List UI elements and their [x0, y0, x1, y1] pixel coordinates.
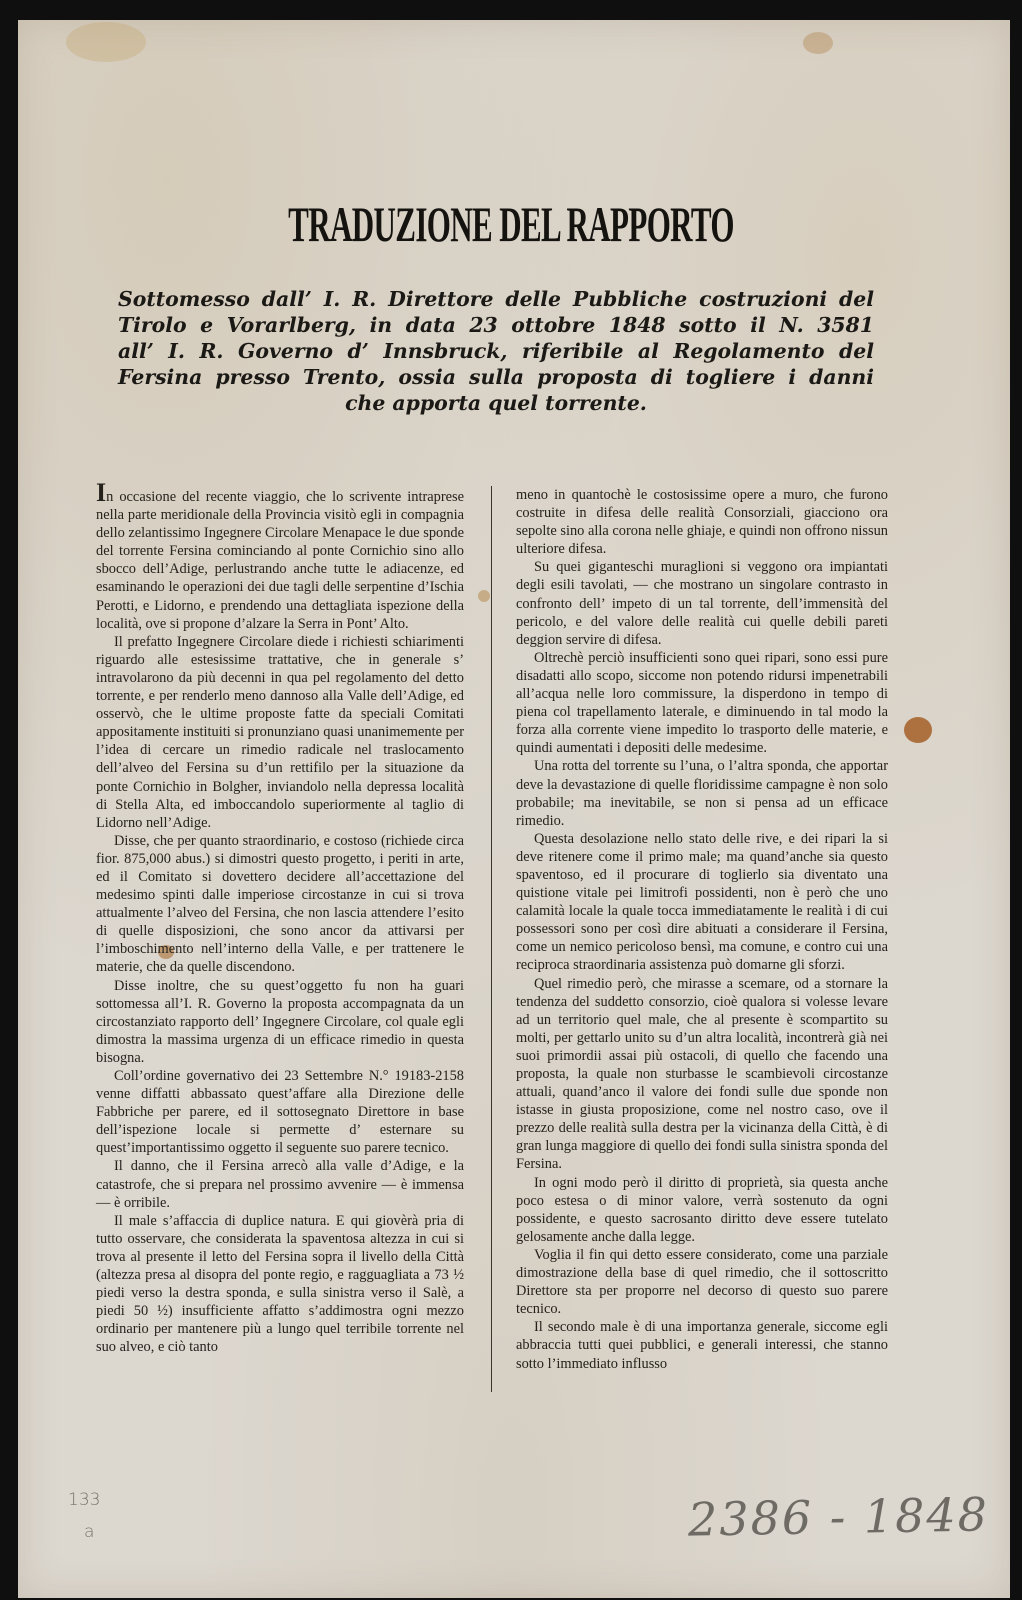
paragraph: [96, 633, 464, 832]
paragraph: [516, 975, 888, 1174]
document-title: TRADUZIONE DEL RAPPORTO: [288, 196, 734, 252]
paragraph: [516, 558, 888, 648]
paragraph: [96, 1067, 464, 1157]
paragraph: [96, 478, 465, 633]
paragraph: [516, 486, 888, 558]
paragraph-text: Oltrechè perciò insufficienti sono quei ripari, sono essi pure disadatti allo scopo, siccome non potendo ridursi impenetrabili all’acqua nelle loro commissure, la disperdono in tempo di piena col trapellamento laterale, e diminuendo in tal modo la forza alla corrente viene impedito lo trasporto delle materie, e quindi aumentati i depositi delle medesime.: [516, 649, 888, 757]
column-divider: [491, 486, 492, 1392]
paragraph: [96, 977, 464, 1067]
pencil-letter: a: [84, 1522, 95, 1542]
paragraph-text: meno in quantochè le costosissime opere a muro, che furono costruite in difesa delle realità Consorziali, giacciono ora sepolte sino alla corona nelle ghiaje, e quindi non offrono nissun ulteriore difesa.: [516, 487, 888, 558]
paragraph-text: n occasione del recente viaggio, che lo scrivente intraprese nella parte meridionale della Provincia visitò egli in compagnia dello zelantissimo Ingegnere Circolare Menapace le due sponde del torrente Fersina cominciando al ponte Cornichio sino allo sbocco dell’Adige, perlustrando anche tutte le adiacenze, ed esaminando le operazioni dei due tagli delle serpentine d’Ischia Perotti, e Lidorno, e prendendo una dettagliata ispezione della località, ove si propone d’alzare la Serra in Pont’ Alto.: [96, 489, 465, 632]
subtitle-line: Tirolo e Vorarlberg, in data 23 ottobre 1848 sotto il N. 3581: [118, 313, 874, 337]
paragraph-text: Su quei giganteschi muraglioni si veggono ora impiantati degli esili tavolati, — che mostrano un singolare contrasto in confronto dell’ impeto di un tal torrente, dell’immensità del pericolo, e del valore delle realità cui quelle debili pareti deggion servire di difesa.: [516, 559, 888, 648]
subtitle-line: all’ I. R. Governo d’ Innsbruck, riferibile al Regolamento del: [118, 339, 874, 363]
paragraph: [516, 1174, 888, 1246]
paragraph: [516, 1318, 888, 1372]
paragraph-text: Il danno, che il Fersina arrecò alla valle d’Adige, e la catastrofe, che si prepara nel prossimo avvenire — è immensa — è orribile.: [96, 1158, 464, 1211]
paragraph-text: Disse inoltre, che su quest’oggetto fu non ha guari sottomessa all’I. R. Governo la proposta accompagnata da un circostanziato rapporto dell’ Ingegnere Circolare, col quale egli dimostra la massima urgenza di un efficace rimedio in questa bisogna.: [96, 977, 464, 1066]
dropcap-letter: I: [96, 478, 107, 507]
paragraph-text: Voglia il fin qui detto essere considerato, come una parziale dimostrazione della base di quel rimedio, che il sottoscritto Direttore sta per proporre nel decorso di questo suo parere tecnico.: [516, 1246, 888, 1318]
paragraph: [516, 830, 888, 975]
subtitle-line: Fersina presso Trento, ossia sulla proposta di togliere i danni: [118, 365, 874, 389]
paragraph: [96, 832, 464, 977]
paragraph-text: Disse, che per quanto straordinario, e costoso (richiede circa fior. 875,000 abus.) si dimostri questo progetto, i periti in arte, ed il Comitato si dovettero decidere all’accettazione del medesimo spinti dalle imperiose circostanze in cui si trova attualmente l’alveo del Fersina, che non lascia attendere l’esito di quelle disposizioni, che sono ancor da attivarsi per l’imboschimento nell’interno della Valle, e per trattenere le materie, che da quelle discendono.: [96, 832, 464, 976]
paragraph: [96, 1157, 464, 1211]
subtitle-line: che apporta quel torrente.: [345, 391, 647, 415]
paragraph-text: Il secondo male è di una importanza generale, siccome egli abbraccia tutti quei pubblici, e generali interessi, che stanno sotto l’immediato influsso: [516, 1319, 888, 1372]
paragraph-text: Il prefatto Ingegnere Circolare diede i richiesti schiarimenti riguardo alle estesissime trattative, che in generale s’ intravolarono da più decenni in qua pel regolamento del detto torrente, e per renderlo meno dannoso alla Valle dell’Adige, ed osservò, che le ultime proposte fatte da speciali Comitati appositamente instituiti si pronunziano quasi unanimemente per l’idea di cercare un rimedio radicale nel traslocamento dell’alveo del Fersina su d’un rettifilo per la situazione da ponte Cornichio in Bolgher, inviandolo nella depressa località di Stella Alta, ed imboccandolo superiormente al taglio di Lidorno nell’Adige.: [96, 633, 464, 831]
right-column: [516, 486, 888, 1373]
subtitle-line: Sottomesso dall’ I. R. Direttore delle Pubbliche costruzioni del: [118, 287, 874, 311]
paragraph-text: Il male s’affaccia di duplice natura. E qui giovèrà pria di tutto osservare, che considerata la spaventosa altezza in cui si trova al presente il letto del Fersina sopra il livello della Città (altezza presa al disopra del ponte regio, e ragguagliata a 73 ½ piedi verso la destra sponda, e sulla sinistra verso il Salè, a piedi 50 ½) insufficiente affatto s’addimostra ogni mezzo ordinario per mantenere più a lungo quel terribile torrente nel suo alveo, e ciò tanto: [96, 1212, 464, 1356]
paragraph-text: Coll’ordine governativo dei 23 Settembre N.° 19183-2158 venne diffatti abbassato quest’affare alla Direzione delle Fabbriche per parere, ed il sottosegnato Direttore in base dell’ispezione locale si permette d’ esternare su quest’importantissimo oggetto il seguente suo parere tecnico.: [96, 1068, 464, 1157]
paragraph: [516, 757, 888, 829]
pencil-number: 133: [68, 1490, 101, 1510]
paragraph: [516, 649, 888, 758]
left-column: [96, 478, 465, 1357]
paragraph-text: Una rotta del torrente su l’una, o l’altra sponda, che apportar deve la devastazione di quelle floridissime campagne è non solo probabile; ma inevitabile, se non si pensa ad un efficace rimedio.: [516, 758, 888, 829]
paragraph-text: Questa desolazione nello stato delle rive, e dei ripari la si deve ritenere come il primo male; ma quand’anche sia questo spaventoso, ed il procurare di toglierlo sia diventato una quistione vitale pei limitrofi possidenti, non è però che uno calamità locale la quale tocca immediatamente le realità i di cui possessori sono per così dire abituati a considerare il Fersina, come un nemico pericoloso bensì, ma comune, e contro cui una reciproca straordinaria assistenza può domarne gli sforzi.: [516, 830, 888, 974]
archive-number: 2386 - 1848: [687, 1487, 990, 1547]
paragraph: [96, 1212, 464, 1357]
document-subtitle: [118, 286, 874, 416]
paragraph: [516, 1246, 888, 1318]
paragraph-text: Quel rimedio però, che mirasse a scemare, od a stornare la tendenza del suddetto consorzio, cioè qualora si volesse levare ad un territorio quel male, che al presente è scompartito su molti, per gettarlo unito su d’un altra località, incontrerà già nei suoi primordii assai più ostacoli, di quello che facendo una proposta, la quale non sturbasse le scambievoli circostanze attuali, quand’anco il valore dei fondi sulle due sponde non istasse in giusta proposizione, come nel nostro caso, ove il prezzo delle realità sulla destra per la vicinanza della Città, è di gran lunga maggiore di quello dei fondi sulla sinistra sponda del Fersina.: [516, 975, 888, 1173]
paragraph-text: In ogni modo però il diritto di proprietà, sia questa anche poco estesa o di minor valore, verrà sostenuto da ogni possidente, e questo sacrosanto diritto deve essere tutelato gelosamente anche dalla legge.: [516, 1174, 888, 1245]
